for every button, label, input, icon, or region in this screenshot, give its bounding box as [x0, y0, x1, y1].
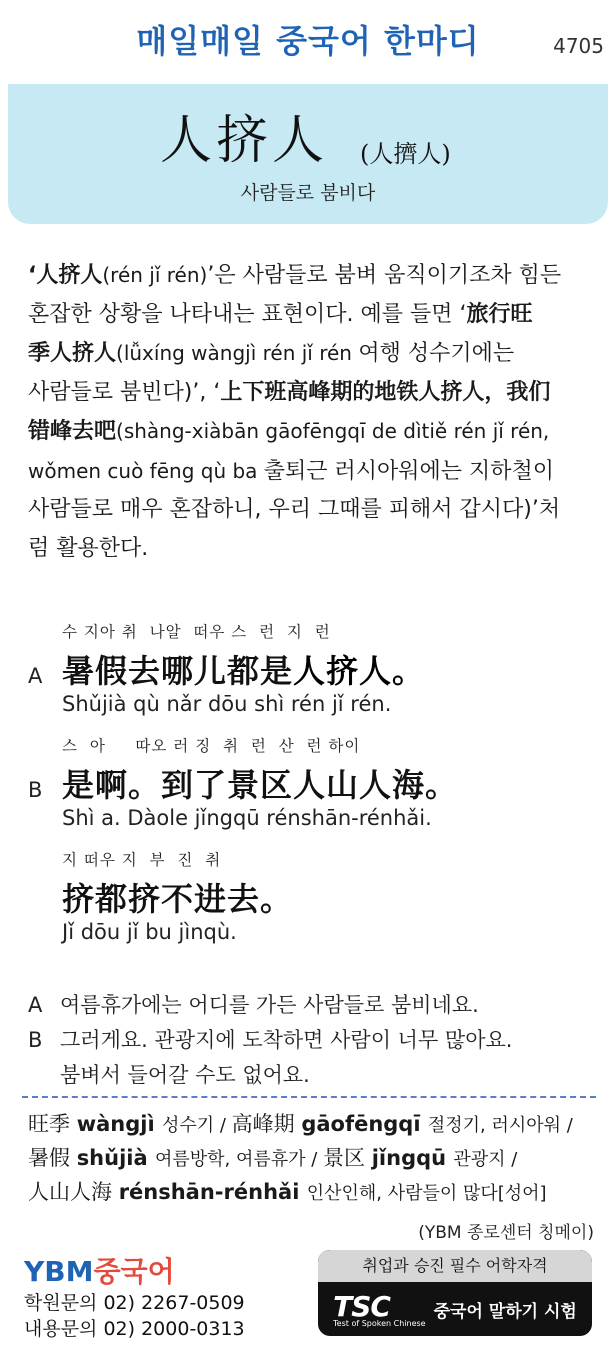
pronunciation-guide: 스 아 따오 러 징 취 런 산 런 하이 — [62, 737, 361, 755]
pinyin-line: Shì a. Dàole jǐngqū rénshān-rénhǎi. — [62, 806, 432, 830]
author-credit: (YBM 종로센터 칭메이) — [418, 1223, 594, 1243]
ybm-logo-cn: 중국어 — [93, 1255, 175, 1288]
text-segment: 성수기 / — [161, 1115, 232, 1136]
speaker-label — [28, 1058, 60, 1093]
explanation-line — [28, 412, 600, 452]
chinese-highlight: 人挤人。 — [293, 652, 426, 690]
text-segment: 暑假 — [28, 1146, 77, 1170]
translation-text: 붐벼서 들어갈 수도 없어요. — [60, 1063, 310, 1087]
text-segment: 인산인해, 사람들이 많다[성어] — [306, 1183, 547, 1204]
chinese-sentence-text: 挤都挤不进去。 — [62, 880, 294, 918]
explanation-line — [28, 296, 600, 335]
pinyin-line: Shǔjià qù nǎr dōu shì rén jǐ rén. — [62, 692, 392, 716]
dashed-divider — [22, 1096, 596, 1098]
text-segment: 错峰去吧 — [28, 419, 117, 444]
text-segment: 여행 성수기에는 — [358, 341, 515, 366]
explanation-line — [28, 334, 600, 374]
academy-phone: 학원문의 02) 2267-0509 — [24, 1292, 245, 1314]
translation-text: 여름휴가에는 어디를 가든 사람들로 붐비네요. — [60, 993, 479, 1017]
contact-info — [24, 1290, 245, 1342]
pronunciation-guide: 수 지아 취 나알 떠우 스 런 지 런 — [62, 623, 331, 641]
tsc-banner — [318, 1282, 592, 1336]
tsc-name: 중국어 말하기 시험 — [433, 1301, 577, 1322]
text-segment: jǐngqū — [371, 1146, 454, 1170]
text-segment: wǒmen cuò fēng qù ba — [28, 458, 264, 483]
text-segment: 럼 활용한다. — [28, 535, 149, 561]
text-segment: gāofēngqī — [301, 1112, 428, 1136]
text-segment: shǔjià — [76, 1146, 155, 1170]
chinese-sentence-text: 暑假去哪儿都是 — [62, 652, 294, 690]
vocab-line — [28, 1176, 600, 1210]
tsc-logo-text: TSC — [333, 1290, 390, 1323]
text-segment: wàngjì — [76, 1112, 162, 1136]
text-segment: (lǚxíng wàngjì rén jǐ rén — [116, 341, 359, 365]
text-segment: rénshān-rénhǎi — [118, 1180, 307, 1204]
series-title: 매일매일 중국어 한마디 — [136, 22, 480, 60]
text-segment: 사람들로 매우 혼잡하니, 우리 그때를 피해서 갑시다)’처 — [28, 497, 561, 522]
pinyin-line: Jǐ dōu jǐ bu jìnqù. — [62, 920, 237, 944]
text-segment: 관광지 / — [453, 1149, 518, 1170]
vocabulary-list — [28, 1108, 600, 1210]
issue-number: 4705 — [553, 34, 604, 58]
text-segment: 혼잡한 상황을 나타내는 표현이다. 예를 들면 ‘ — [28, 301, 467, 327]
translation-line — [28, 1023, 598, 1058]
pronunciation-guide: 지 떠우 지 부 진 취 — [62, 851, 222, 869]
korean-translation — [28, 988, 598, 1093]
speaker-label: B — [28, 1028, 43, 1052]
text-segment: (shàng-xiàbān gāofēngqī de dìtiě rén jǐ rén, — [116, 419, 550, 443]
text-segment: 절정기, 러시아워 / — [427, 1115, 573, 1136]
chinese-sentence — [62, 874, 293, 920]
vocab-line — [28, 1142, 600, 1176]
explanation-line — [28, 256, 600, 296]
headword-gloss: 사람들로 붐비다 — [240, 182, 376, 204]
text-segment: ’은 사람들로 붐벼 움직이기조차 힘든 — [207, 263, 562, 288]
speaker-label: A — [28, 664, 43, 688]
tsc-tagline: 취업과 승진 필수 어학자격 — [318, 1250, 592, 1282]
content-phone: 내용문의 02) 2000-0313 — [24, 1318, 245, 1340]
tsc-logo-subtitle: Test of Spoken Chinese — [333, 1319, 426, 1328]
speaker-label: B — [28, 778, 43, 802]
text-segment: 여름방학, 여름휴가 / — [154, 1149, 324, 1170]
text-segment: 上下班高峰期的地铁人挤人，我们 — [220, 379, 551, 405]
ybm-logo — [24, 1250, 175, 1290]
headword-simplified: 人挤人 — [160, 111, 329, 171]
chinese-sentence-text: 是啊。到了景区人山人海。 — [62, 766, 459, 804]
translation-line — [28, 988, 598, 1023]
text-segment: ‘人挤人 — [28, 263, 103, 288]
text-segment: 旺季 — [28, 1112, 77, 1136]
vocab-line — [28, 1108, 600, 1142]
speaker-label: A — [28, 993, 43, 1017]
ybm-logo-text: YBM — [24, 1255, 94, 1288]
text-segment: 旅行旺 — [466, 301, 533, 327]
explanation-line — [28, 530, 600, 569]
text-segment: 사람들로 붐빈다)’, ‘ — [28, 379, 221, 405]
explanation-line — [28, 374, 600, 413]
text-segment: 출퇴근 러시아워에는 지하철이 — [263, 458, 555, 484]
explanation-line — [28, 491, 600, 530]
text-segment: (rén jǐ rén) — [102, 263, 208, 287]
explanation-line — [28, 452, 600, 492]
text-segment: 人山人海 — [28, 1180, 119, 1204]
translation-line — [28, 1058, 598, 1093]
headword-traditional: (人擠人) — [360, 140, 451, 168]
explanation-paragraph — [28, 256, 600, 568]
chinese-sentence — [62, 760, 458, 806]
text-segment: 景区 — [323, 1146, 372, 1170]
tsc-ad — [318, 1250, 592, 1336]
tsc-logo — [333, 1290, 425, 1328]
text-segment: 高峰期 — [231, 1112, 302, 1136]
text-segment: 季人挤人 — [28, 341, 117, 366]
chinese-sentence — [62, 646, 425, 692]
translation-text: 그러게요. 관광지에 도착하면 사람이 너무 많아요. — [60, 1028, 513, 1052]
